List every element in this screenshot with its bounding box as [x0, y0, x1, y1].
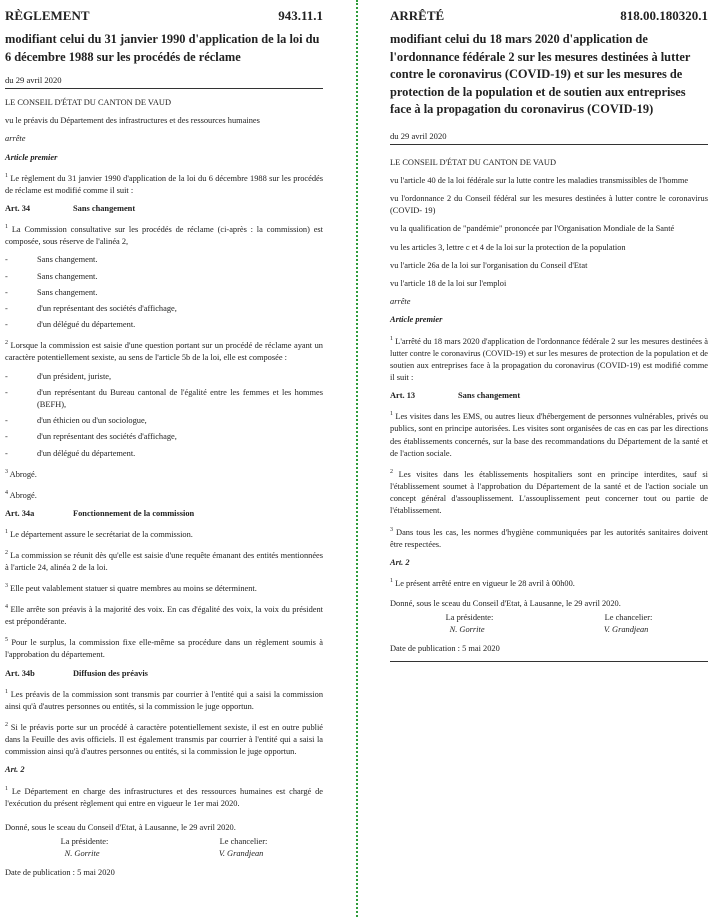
right-article-premier: Article premier	[390, 315, 443, 325]
left-header	[5, 8, 323, 24]
list-item: - d'un représentant des sociétés d'affichage,	[5, 304, 177, 314]
list-item: - d'un délégué du département.	[5, 320, 136, 330]
left-council: LE CONSEIL D'ÉTAT DU CANTON DE VAUD	[5, 98, 172, 107]
right-document	[390, 0, 708, 662]
left-pres-name: N. Gorrite	[64, 849, 100, 859]
left-body	[5, 97, 323, 879]
left-chanc-name: V. Grandjean	[218, 849, 264, 859]
left-subtitle: modifiant celui du 31 janvier 1990 d'application de la loi du 6 décembre 1988 sur les procédés de réclame	[5, 32, 320, 64]
left-art34-p3: $^3$ Abrogé.	[5, 468, 37, 479]
left-art34a-title: Art. 34a Fonctionnement de la commission	[5, 508, 195, 518]
left-document	[5, 0, 323, 885]
right-rule	[390, 144, 708, 145]
left-art2-title: Art. 2	[5, 765, 25, 775]
list-item: - d'un président, juriste,	[5, 371, 112, 381]
list-item: - Sans changement.	[5, 271, 98, 281]
column-divider	[356, 0, 358, 917]
left-chanc-label: Le chancelier:	[219, 837, 268, 847]
list-item: - Sans changement.	[5, 255, 98, 265]
right-signature-labels	[390, 612, 708, 624]
left-art34a-p2: $^2$ La commission se réunit dès qu'elle est saisie d'une requête émanant des entités mentionnées à l'article 24, alinéa 2 de la loi.	[5, 550, 324, 573]
left-art34-p4: $^4$ Abrogé.	[5, 489, 37, 500]
list-item: - d'un délégué du département.	[5, 448, 136, 458]
left-arrete: arrête	[5, 134, 26, 144]
right-signature-names	[390, 624, 708, 636]
left-art34a-p1: $^1$ Le département assure le secrétariat de la commission.	[5, 529, 193, 539]
list-item: - d'un représentant des sociétés d'affichage,	[5, 432, 177, 442]
right-vu-3: vu les articles 3, lettre c et 4 de la loi sur la protection de la population	[390, 242, 626, 252]
right-art13-title: Art. 13 Sans changement	[390, 391, 521, 401]
list-item: - Sans changement.	[5, 287, 98, 297]
left-pub: Date de publication : 5 mai 2020	[5, 867, 115, 877]
right-chanc-label: Le chancelier:	[604, 613, 653, 623]
right-pres-label: La présidente:	[445, 613, 494, 623]
right-doc-number: 818.00.180320.1	[620, 8, 708, 23]
left-doc-type: RÈGLEMENT	[5, 8, 90, 23]
right-art13-p3: $^3$ Dans tous les cas, les normes d'hygiène communiquées par les autorités sanitaires doivent être respectées.	[390, 526, 709, 549]
right-vu-0: vu l'article 40 de la loi fédérale sur la lutte contre les maladies transmissibles de l'homme	[390, 175, 689, 185]
left-doc-number: 943.11.1	[278, 8, 323, 23]
right-pub: Date de publication : 5 mai 2020	[390, 643, 500, 653]
list-item: - d'un représentant du Bureau cantonal de l'égalité entre les femmes et les hommes (BEFH),	[5, 387, 323, 410]
left-rule	[5, 88, 323, 89]
right-art2-p1: $^1$ Le présent arrêté entre en vigueur le 28 avril à 00h00.	[390, 577, 575, 588]
right-end-rule	[390, 661, 708, 662]
right-doc-type: ARRÊTÉ	[390, 8, 445, 23]
right-date: du 29 avril 2020	[390, 130, 447, 141]
left-art34-p2: $^2$ Lorsque la commission est saisie d'une question portant sur un procédé de réclame ayant un caractère potentiellement sexiste, au sens de l'article 5b de la loi, elle est composée :	[5, 340, 323, 363]
right-vu-4: vu l'article 26a de la loi sur l'organisation du Conseil d'Etat	[390, 260, 588, 270]
right-art2-title: Art. 2	[390, 557, 410, 567]
left-vu: vu le préavis du Département des infrastructures et des ressources humaines	[5, 116, 260, 126]
left-art34-title: Art. 34 Sans changement	[5, 204, 136, 214]
right-p1: $^1$ L'arrêté du 18 mars 2020 d'application de l'ordonnance fédérale 2 sur les mesures destinées à lutter contre le coronavirus (COVID-19) et sur les mesures de protection de la population et de soutien aux entreprises face à la propagation du coronavirus (COVID-19) est modifié comme il suit :	[390, 335, 708, 382]
right-donne: Donné, sous le sceau du Conseil d'Etat, à Lausanne, le 29 avril 2020.	[390, 598, 621, 608]
right-arrete: arrête	[390, 297, 411, 307]
left-date: du 29 avril 2020	[5, 75, 62, 85]
left-pres-label: La présidente:	[60, 837, 109, 847]
left-art34b-title: Art. 34b Diffusion des préavis	[5, 668, 148, 678]
left-art34a-p3: $^3$ Elle peut valablement statuer si quatre membres au moins se déterminent.	[5, 583, 257, 594]
right-art13-p2: $^2$ Les visites dans les établissements hospitaliers sont en principe interdites, sauf si l'établissement soumet à l'approbation du Département de la santé et de l'action sociale un concept général d'assouplissement. L'assouplissement peut concerner tout ou partie de l'établissement.	[390, 468, 708, 516]
right-body	[390, 157, 708, 662]
left-art34-list	[5, 254, 323, 331]
right-chanc-name: V. Grandjean	[603, 625, 649, 635]
left-art34-p1: $^1$ La Commission consultative sur les procédés de réclame (ci-après : la commission) est composée, sous réserve de l'alinéa 2,	[5, 224, 324, 247]
left-donne: Donné, sous le sceau du Conseil d'Etat, à Lausanne, le 29 avril 2020.	[5, 822, 236, 832]
right-vu-5: vu l'article 18 de la loi sur l'emploi	[390, 278, 507, 288]
left-signature-names	[5, 848, 323, 860]
left-art34a-p5: $^5$ Pour le surplus, la commission fixe elle-même sa procédure dans un règlement soumis à l'approbation du département.	[5, 637, 324, 660]
list-item: - d'un éthicien ou d'un sociologue,	[5, 416, 147, 426]
right-vu-2: vu la qualification de "pandémie" prononcée par l'Organisation Mondiale de la Santé	[390, 224, 675, 234]
right-header	[390, 8, 708, 24]
left-article-premier: Article premier	[5, 152, 58, 162]
left-art34a-p4: $^4$ Elle arrête son préavis à la majorité des voix. En cas d'égalité des voix, la voix du président est prépondérante.	[5, 604, 324, 627]
left-art34-list2	[5, 371, 323, 460]
right-subtitle: modifiant celui du 18 mars 2020 d'application de l'ordonnance fédérale 2 sur les mesures destinées à lutter contre le coronavirus (COVID-19) et sur les mesures de protection de la population et de soutien aux entreprises face à la propagation du coronavirus (COVID-19)	[390, 32, 691, 116]
right-art13-p1: $^1$ Les visites dans les EMS, ou autres lieux d'hébergement de personnes vulnérables, privés ou publics, sont en principe autorisées. Les visites sont organisées de cas en cas par les directions des établissements concernés, sur la base des recommandations du Département de la santé et de l'action sociale.	[390, 411, 709, 458]
left-art34b-p2: $^2$ Si le préavis porte sur un procédé à caractère potentiellement sexiste, il est en outre publié dans la Feuille des avis officiels. Il est également transmis par courrier à l'entité qui a saisi la commission ainsi qu'à d'autres personnes ou entités, si la commission le juge opportun.	[5, 722, 324, 757]
left-art34b-p1: $^1$ Les préavis de la commission sont transmis par courrier à l'entité qui a saisi la commission ainsi qu'à d'autres personnes ou entités, si la commission le juge opportun.	[5, 688, 324, 711]
right-pres-name: N. Gorrite	[449, 625, 485, 635]
right-council: LE CONSEIL D'ÉTAT DU CANTON DE VAUD	[390, 157, 557, 167]
left-p1: $^1$ Le règlement du 31 janvier 1990 d'application de la loi du 6 décembre 1988 sur les procédés de réclame est modifié comme il suit :	[5, 172, 324, 195]
right-vu-1: vu l'ordonnance 2 du Conseil fédéral sur les mesures destinées à lutter contre le coronavirus (COVID- 19)	[390, 193, 708, 216]
left-art2-p1: $^1$ Le Département en charge des infrastructures et des ressources humaines est chargé de l'exécution du présent règlement qui entre en vigueur le 1er mai 2020.	[5, 785, 323, 808]
left-signature-labels	[5, 836, 323, 848]
